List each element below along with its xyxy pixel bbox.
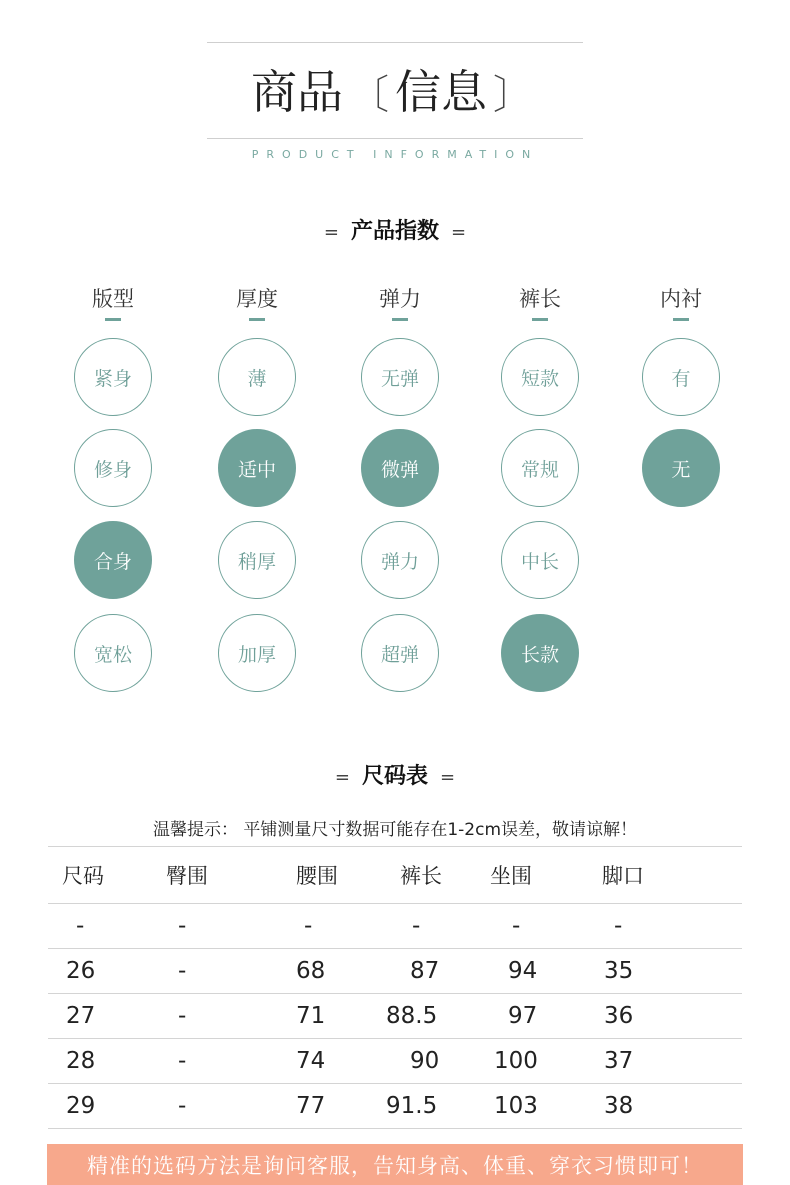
column-header: 尺码 <box>48 847 148 904</box>
table-cell: - <box>148 904 264 949</box>
title-bottom-line <box>207 138 583 139</box>
attribute-label: 内衬 <box>660 287 702 311</box>
option-circle: 中长 <box>501 521 579 599</box>
column-header: 腰围 <box>264 847 374 904</box>
table-cell: 77 <box>264 1084 374 1129</box>
page-title <box>0 62 790 125</box>
option-circle: 超弹 <box>361 614 439 692</box>
option-circle-selected: 合身 <box>74 521 152 599</box>
bracket-left: 〔 <box>349 72 389 118</box>
table-row <box>48 949 742 994</box>
section-title: 尺码表 <box>361 764 428 789</box>
table-cell: - <box>474 904 576 949</box>
table-cell: 94 <box>474 949 576 994</box>
title-main: 商品 <box>251 65 343 119</box>
subtitle: PRODUCT INFORMATION <box>251 148 539 161</box>
option-circle: 常规 <box>501 429 579 507</box>
title-top-line <box>207 42 583 43</box>
table-cell: - <box>264 904 374 949</box>
table-row <box>48 994 742 1039</box>
sizing-advice-banner: 精准的选码方法是询问客服，告知身高、体重、穿衣习惯即可！ <box>47 1144 743 1185</box>
table-cell: 103 <box>474 1084 576 1129</box>
product-index-heading <box>0 214 790 245</box>
column-header: 脚口 <box>576 847 742 904</box>
attribute-label: 厚度 <box>236 287 278 311</box>
table-cell: 27 <box>48 994 148 1039</box>
table-cell: 26 <box>48 949 148 994</box>
eq-right: = <box>451 222 467 243</box>
eq-left: = <box>323 222 339 243</box>
column-header: 裤长 <box>374 847 474 904</box>
table-cell: - <box>148 1039 264 1084</box>
option-circle: 稍厚 <box>218 521 296 599</box>
eq-right: = <box>440 767 456 788</box>
table-row <box>48 1084 742 1129</box>
option-circle: 短款 <box>501 338 579 416</box>
table-cell: 88.5 <box>374 994 474 1039</box>
attribute-underline <box>105 318 121 321</box>
table-cell: 74 <box>264 1039 374 1084</box>
table-cell: 90 <box>374 1039 474 1084</box>
table-cell: - <box>48 904 148 949</box>
table-cell: 28 <box>48 1039 148 1084</box>
table-cell: 35 <box>576 949 742 994</box>
table-cell: 68 <box>264 949 374 994</box>
table-row <box>48 904 742 949</box>
option-circle: 弹力 <box>361 521 439 599</box>
title-sub: 信息 <box>395 65 487 119</box>
option-circle-selected: 无 <box>642 429 720 507</box>
attribute-label: 裤长 <box>519 287 561 311</box>
table-cell: - <box>374 904 474 949</box>
option-circle: 薄 <box>218 338 296 416</box>
option-circle: 有 <box>642 338 720 416</box>
table-cell: 87 <box>374 949 474 994</box>
option-circle: 无弹 <box>361 338 439 416</box>
attribute-underline <box>673 318 689 321</box>
table-header-row <box>48 847 742 904</box>
attribute-label: 版型 <box>92 287 134 311</box>
table-cell: 71 <box>264 994 374 1039</box>
attribute-underline <box>249 318 265 321</box>
table-cell: 37 <box>576 1039 742 1084</box>
option-circle-selected: 长款 <box>501 614 579 692</box>
option-circle-selected: 微弹 <box>361 429 439 507</box>
bracket-right: 〕 <box>493 72 533 118</box>
table-cell: 100 <box>474 1039 576 1084</box>
table-cell: 91.5 <box>374 1084 474 1129</box>
table-cell: 29 <box>48 1084 148 1129</box>
option-circle: 宽松 <box>74 614 152 692</box>
attribute-label: 弹力 <box>379 287 421 311</box>
table-cell: 36 <box>576 994 742 1039</box>
measurement-tip: 温馨提示： 平铺测量尺寸数据可能存在1-2cm误差，敬请谅解！ <box>152 820 638 840</box>
size-chart-heading <box>0 759 790 790</box>
table-cell: - <box>148 949 264 994</box>
option-circle: 加厚 <box>218 614 296 692</box>
table-cell: - <box>576 904 742 949</box>
option-circle: 紧身 <box>74 338 152 416</box>
table-cell: 97 <box>474 994 576 1039</box>
column-header: 臀围 <box>148 847 264 904</box>
section-title: 产品指数 <box>350 219 439 244</box>
table-body <box>48 904 742 1129</box>
table-cell: - <box>148 1084 264 1129</box>
column-header: 坐围 <box>474 847 576 904</box>
option-circle-selected: 适中 <box>218 429 296 507</box>
attribute-underline <box>392 318 408 321</box>
table-cell: 38 <box>576 1084 742 1129</box>
table-cell: - <box>148 994 264 1039</box>
table-row <box>48 1039 742 1084</box>
attribute-underline <box>532 318 548 321</box>
size-table <box>48 846 742 1129</box>
option-circle: 修身 <box>74 429 152 507</box>
eq-left: = <box>334 767 350 788</box>
